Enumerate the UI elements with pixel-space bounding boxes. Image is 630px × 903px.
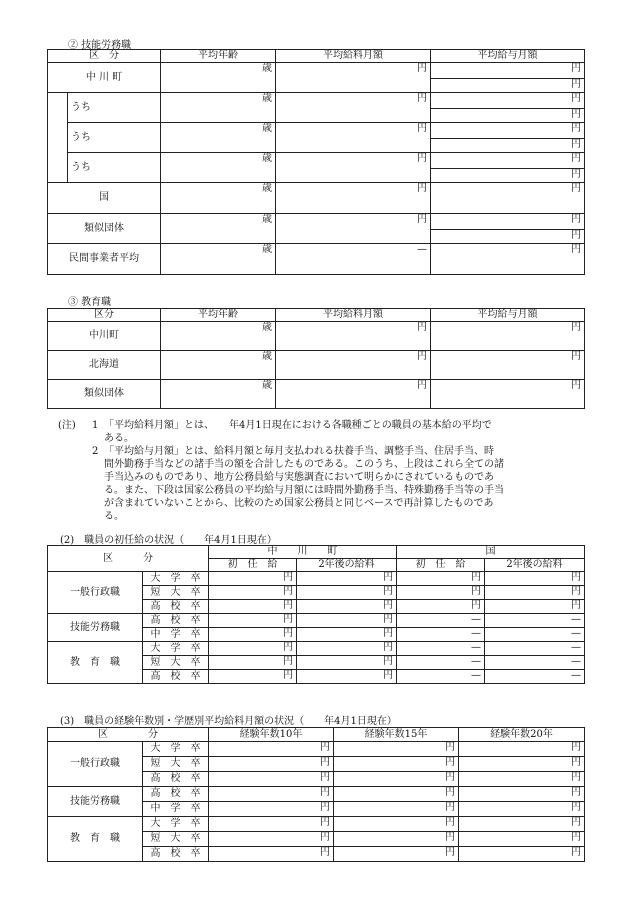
pay-cell: 円 xyxy=(431,139,585,153)
value-cell: 円 xyxy=(209,614,297,628)
starting-salary-table xyxy=(47,545,585,684)
value-cell: — xyxy=(485,642,585,656)
note-2-number: 2 xyxy=(92,446,99,457)
edu-label: 高 校 卒 xyxy=(143,670,209,684)
salary-cell: 円 xyxy=(276,93,431,123)
value-cell: 円 xyxy=(297,614,397,628)
pay-cell: 円 xyxy=(431,322,585,351)
value-cell: 円 xyxy=(297,642,397,656)
salary-cell: 円 xyxy=(276,183,431,214)
section-title-education: ③ 教育職 xyxy=(68,297,112,308)
age-cell: 歳 xyxy=(161,153,276,183)
edu-label: 短 大 卒 xyxy=(143,586,209,600)
note-1-line-a: 「平均給料月額」とは、 年4月1日現在における各職種ごとの職員の基本給の平均で xyxy=(104,420,492,431)
age-cell: 歳 xyxy=(161,63,276,93)
col-header-pay: 平均給与月額 xyxy=(431,50,585,63)
group-label: 技能労務職 xyxy=(48,614,143,642)
pay-cell: 円 xyxy=(431,244,585,275)
salary-cell: — xyxy=(276,244,431,275)
age-cell: 歳 xyxy=(161,322,276,351)
note-2-line: 間外勤務手当などの諸手当の額を合計したものである。このうち、上段はこれら全ての諸 xyxy=(104,459,504,470)
value-cell: 円 xyxy=(209,600,297,614)
salary-cell: 円 xyxy=(276,322,431,351)
col-header-category: 区 分 xyxy=(48,50,161,63)
value-cell: — xyxy=(485,656,585,670)
technical-table xyxy=(47,49,585,275)
col-header-pay: 平均給与月額 xyxy=(431,309,585,322)
value-cell: 円 xyxy=(209,817,334,832)
age-cell: 歳 xyxy=(161,351,276,380)
col-header-category: 区 分 xyxy=(48,546,209,572)
edu-label: 大 学 卒 xyxy=(143,642,209,656)
edu-label: 短 大 卒 xyxy=(143,656,209,670)
pay-cell: 円 xyxy=(431,183,585,214)
age-cell: 歳 xyxy=(161,93,276,123)
pay-cell: 円 xyxy=(431,123,585,139)
value-cell: 円 xyxy=(209,670,297,684)
value-cell: 円 xyxy=(459,757,585,772)
col-header-years: 経験年数15年 xyxy=(334,728,459,742)
value-cell: 円 xyxy=(459,787,585,802)
edu-label: 高 校 卒 xyxy=(143,600,209,614)
pay-cell: 円 xyxy=(431,63,585,79)
value-cell: 円 xyxy=(397,600,485,614)
value-cell: 円 xyxy=(334,787,459,802)
value-cell: 円 xyxy=(459,802,585,817)
value-cell: 円 xyxy=(485,572,585,586)
value-cell: 円 xyxy=(459,742,585,757)
col-header-salary: 平均給料月額 xyxy=(276,50,431,63)
group-label: 技能労務職 xyxy=(48,787,143,817)
value-cell: 円 xyxy=(334,817,459,832)
col-header-age: 平均年齢 xyxy=(161,309,276,322)
value-cell: 円 xyxy=(209,832,334,847)
indent-spacer xyxy=(48,93,68,183)
pay-cell: 円 xyxy=(431,109,585,123)
edu-label: 大 学 卒 xyxy=(143,572,209,586)
col-subheader: 2年後の給料 xyxy=(485,559,585,572)
note-2-line: る。 xyxy=(104,511,124,522)
pay-cell: 円 xyxy=(431,230,585,244)
row-label: 類似団体 xyxy=(48,380,161,409)
value-cell: — xyxy=(397,656,485,670)
value-cell: 円 xyxy=(209,742,334,757)
value-cell: 円 xyxy=(485,586,585,600)
salary-cell: 円 xyxy=(276,123,431,153)
value-cell: 円 xyxy=(209,656,297,670)
section-title-starting-salary: (2) 職員の初任給の状況（ 年4月1日現在） xyxy=(60,535,277,546)
section-title-experience: (3) 職員の経験年数別・学歴別平均給料月額の状況（ 年4月1日現在） xyxy=(60,716,397,727)
age-cell: 歳 xyxy=(161,123,276,153)
value-cell: 円 xyxy=(209,787,334,802)
value-cell: 円 xyxy=(397,586,485,600)
value-cell: 円 xyxy=(209,847,334,862)
row-label: 北海道 xyxy=(48,351,161,380)
salary-cell: 円 xyxy=(276,153,431,183)
salary-cell: 円 xyxy=(276,214,431,244)
row-label: うち xyxy=(68,93,161,123)
pay-cell: 円 xyxy=(431,214,585,230)
value-cell: 円 xyxy=(459,817,585,832)
group-label: 一般行政職 xyxy=(48,572,143,614)
pay-cell: 円 xyxy=(431,153,585,169)
notes-prefix: (注) xyxy=(58,420,76,431)
pay-cell: 円 xyxy=(431,79,585,93)
col-header-category: 区 分 xyxy=(48,728,209,742)
row-label: うち xyxy=(68,153,161,183)
edu-label: 中 学 卒 xyxy=(143,802,209,817)
value-cell: 円 xyxy=(209,772,334,787)
edu-label: 中 学 卒 xyxy=(143,628,209,642)
note-1-number: 1 xyxy=(92,420,99,431)
age-cell: 歳 xyxy=(161,244,276,275)
value-cell: 円 xyxy=(297,572,397,586)
col-header-category: 区分 xyxy=(48,309,161,322)
value-cell: 円 xyxy=(334,847,459,862)
note-2-line: る。また、下段は国家公務員の平均給与月額には時間外勤務手当、特殊勤務手当等の手当 xyxy=(104,485,504,496)
value-cell: 円 xyxy=(209,628,297,642)
edu-label: 大 学 卒 xyxy=(143,742,209,757)
group-label: 教 育 職 xyxy=(48,642,143,684)
row-label: 国 xyxy=(48,183,161,214)
education-table xyxy=(47,308,585,409)
col-header-salary: 平均給料月額 xyxy=(276,309,431,322)
value-cell: 円 xyxy=(334,772,459,787)
row-label: 民間事業者平均 xyxy=(48,244,161,275)
col-subheader: 2年後の給料 xyxy=(297,559,397,572)
col-header-group-town: 中 川 町 xyxy=(209,546,397,559)
value-cell: 円 xyxy=(334,802,459,817)
value-cell: 円 xyxy=(459,832,585,847)
value-cell: — xyxy=(485,628,585,642)
note-1-line-b: ある。 xyxy=(104,433,134,444)
value-cell: 円 xyxy=(209,586,297,600)
edu-label: 短 大 卒 xyxy=(143,757,209,772)
value-cell: 円 xyxy=(297,628,397,642)
experience-table xyxy=(47,727,585,862)
salary-cell: 円 xyxy=(276,351,431,380)
col-header-years: 経験年数10年 xyxy=(209,728,334,742)
row-label: うち xyxy=(68,123,161,153)
col-header-years: 経験年数20年 xyxy=(459,728,585,742)
value-cell: — xyxy=(397,614,485,628)
row-label: 中川町 xyxy=(48,322,161,351)
edu-label: 大 学 卒 xyxy=(143,817,209,832)
value-cell: 円 xyxy=(297,670,397,684)
note-2-line: 手当込みのものであり、地方公務員給与実態調査において明らかにされているものであ xyxy=(104,472,494,483)
value-cell: — xyxy=(485,614,585,628)
value-cell: 円 xyxy=(459,847,585,862)
value-cell: 円 xyxy=(297,600,397,614)
group-label: 一般行政職 xyxy=(48,742,143,787)
pay-cell: 円 xyxy=(431,93,585,109)
value-cell: — xyxy=(397,670,485,684)
value-cell: 円 xyxy=(459,772,585,787)
value-cell: 円 xyxy=(209,802,334,817)
value-cell: — xyxy=(397,642,485,656)
value-cell: 円 xyxy=(397,572,485,586)
value-cell: 円 xyxy=(209,757,334,772)
edu-label: 高 校 卒 xyxy=(143,772,209,787)
edu-label: 高 校 卒 xyxy=(143,847,209,862)
pay-cell: 円 xyxy=(431,380,585,409)
value-cell: 円 xyxy=(209,642,297,656)
col-subheader: 初 任 給 xyxy=(397,559,485,572)
age-cell: 歳 xyxy=(161,214,276,244)
note-2-line: が含まれていないことから、比較のため国家公務員と同じベースで再計算したものであ xyxy=(104,498,494,509)
col-header-age: 平均年齢 xyxy=(161,50,276,63)
value-cell: 円 xyxy=(297,586,397,600)
group-label: 教 育 職 xyxy=(48,817,143,862)
pay-cell: 円 xyxy=(431,351,585,380)
value-cell: 円 xyxy=(334,742,459,757)
note-2-line: 「平均給与月額」とは、給料月額と毎月支払われる扶養手当、調整手当、住居手当、時 xyxy=(104,446,494,457)
col-header-group-national: 国 xyxy=(397,546,585,559)
age-cell: 歳 xyxy=(161,380,276,409)
edu-label: 短 大 卒 xyxy=(143,832,209,847)
row-label: 中 川 町 xyxy=(48,63,161,93)
pay-cell: 円 xyxy=(431,169,585,183)
value-cell: 円 xyxy=(209,572,297,586)
edu-label: 高 校 卒 xyxy=(143,614,209,628)
value-cell: 円 xyxy=(485,600,585,614)
section-title-technical: ② 技能労務職 xyxy=(68,40,132,51)
salary-cell: 円 xyxy=(276,380,431,409)
value-cell: 円 xyxy=(297,656,397,670)
age-cell: 歳 xyxy=(161,183,276,214)
value-cell: — xyxy=(397,628,485,642)
col-subheader: 初 任 給 xyxy=(209,559,297,572)
salary-cell: 円 xyxy=(276,63,431,93)
value-cell: — xyxy=(485,670,585,684)
value-cell: 円 xyxy=(334,832,459,847)
value-cell: 円 xyxy=(334,757,459,772)
edu-label: 高 校 卒 xyxy=(143,787,209,802)
row-label: 類似団体 xyxy=(48,214,161,244)
